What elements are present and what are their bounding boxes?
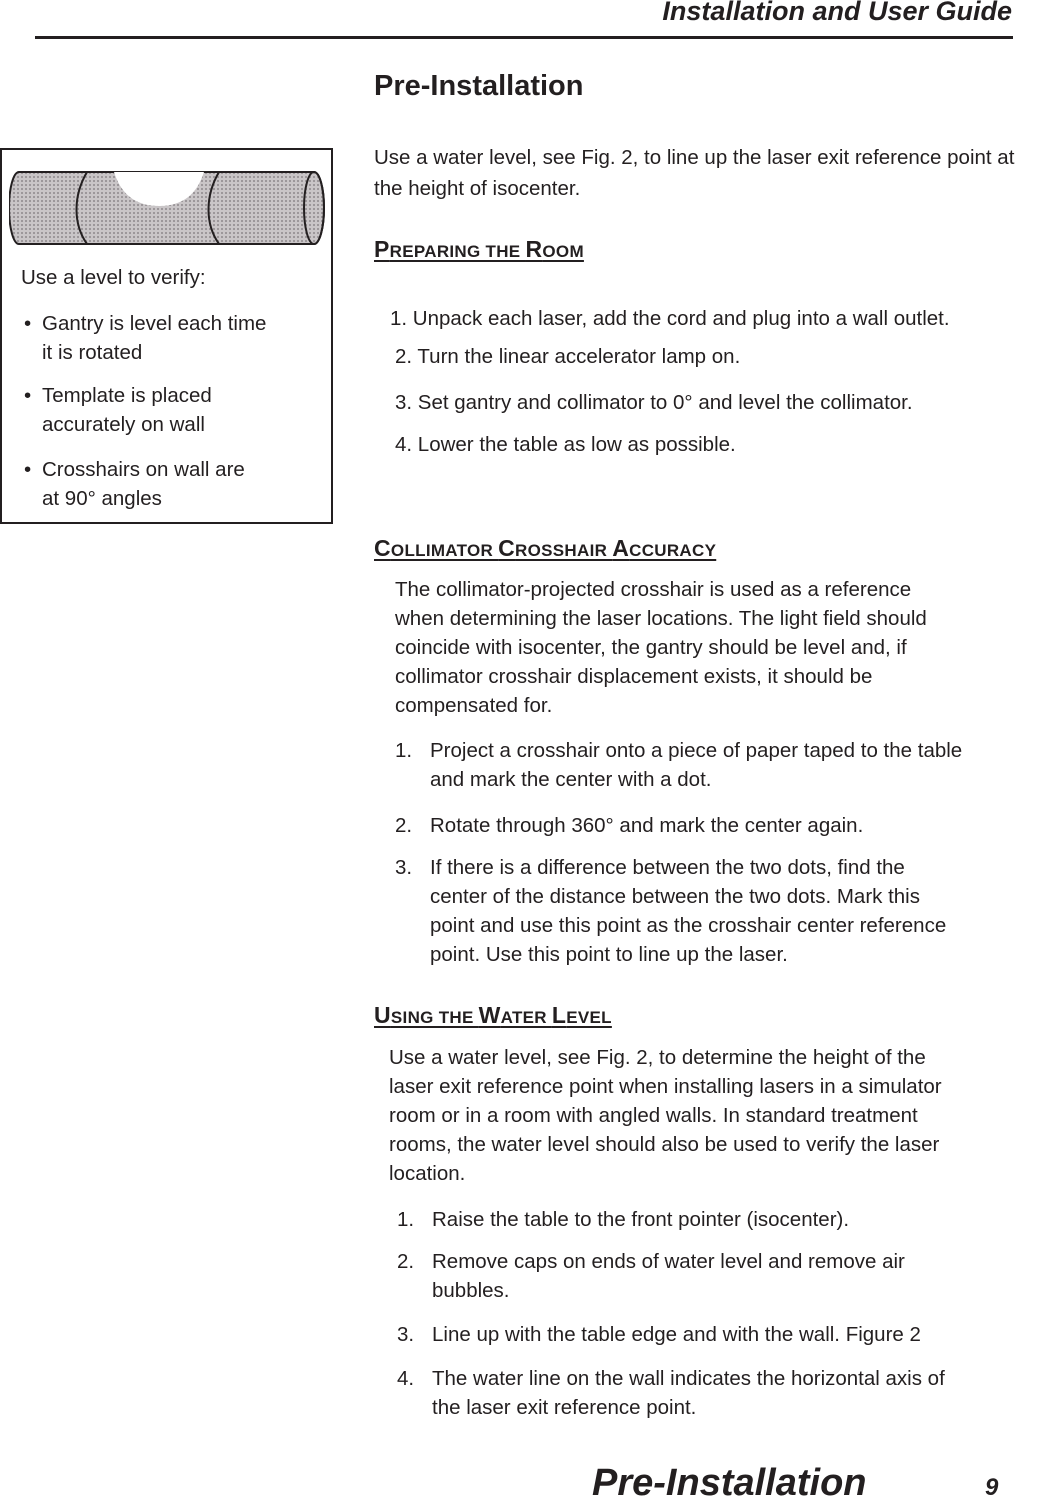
bullet-icon: •	[24, 312, 32, 335]
water-level-paragraph	[389, 1043, 942, 1188]
sidebar-item-line: accurately on wall	[42, 413, 205, 436]
collimator-paragraph	[395, 575, 927, 720]
step-3: 3. Set gantry and collimator to 0° and level the collimator.	[395, 391, 913, 414]
intro-paragraph: Use a water level, see Fig. 2, to line up the laser exit reference point at the height of isocenter.	[374, 146, 1015, 200]
step-1: 1. Unpack each laser, add the cord and plug into a wall outlet.	[390, 307, 950, 330]
list-text: Project a crosshair onto a piece of paper taped to the table	[430, 739, 963, 762]
list-number: 2.	[397, 1250, 415, 1273]
paragraph-line: collimator crosshair displacement exists, it should be	[395, 665, 873, 688]
sidebar-item	[42, 381, 212, 439]
paragraph-line: room or in a room with angled walls. In standard treatment	[389, 1104, 918, 1127]
paragraph-line: location.	[389, 1162, 466, 1185]
list-item	[397, 1320, 1047, 1349]
sidebar-item	[42, 309, 266, 367]
list-text: and mark the center with a dot.	[430, 768, 712, 791]
paragraph-line: rooms, the water level should also be used to verify the laser	[389, 1133, 940, 1156]
list-text: bubbles.	[432, 1279, 510, 1302]
spirit-level-icon	[9, 168, 327, 248]
sidebar-heading: Use a level to verify:	[21, 266, 206, 289]
list-text: center of the distance between the two dots. Mark this	[430, 885, 920, 908]
list-number: 1.	[397, 1208, 415, 1231]
sidebar-item-line: Template is placed	[42, 384, 212, 407]
paragraph-line: when determining the laser locations. The light field should	[395, 607, 927, 630]
list-text: Rotate through 360° and mark the center again.	[430, 814, 864, 837]
bullet-icon: •	[24, 458, 32, 481]
sidebar-box	[0, 148, 333, 524]
paragraph-line: Use a water level, see Fig. 2, to determine the height of the	[389, 1046, 926, 1069]
section-heading-water-level: USING THE WATER LEVEL	[374, 1002, 612, 1028]
paragraph-line: laser exit reference point when installing lasers in a simulator	[389, 1075, 942, 1098]
step-4: 4. Lower the table as low as possible.	[395, 433, 736, 456]
list-text: If there is a difference between the two dots, find the	[430, 856, 905, 879]
header-title: Installation and User Guide	[662, 0, 1012, 26]
section-heading-preparing: PREPARING THE ROOM	[374, 236, 584, 262]
sidebar-item	[42, 455, 245, 513]
step-2: 2. Turn the linear accelerator lamp on.	[395, 345, 741, 368]
list-text: the laser exit reference point.	[432, 1396, 697, 1419]
list-text: The water line on the wall indicates the horizontal axis of	[432, 1367, 945, 1390]
page-title: Pre-Installation	[374, 70, 584, 102]
paragraph-line: coincide with isocenter, the gantry should be level and, if	[395, 636, 907, 659]
list-text: Raise the table to the front pointer (isocenter).	[432, 1208, 850, 1231]
list-item	[395, 736, 1054, 794]
bullet-icon: •	[24, 384, 32, 407]
sidebar-item-line: Crosshairs on wall are	[42, 458, 245, 481]
list-number: 3.	[395, 856, 413, 879]
sidebar-item-line: Gantry is level each time	[42, 312, 267, 335]
paragraph-line: compensated for.	[395, 694, 553, 717]
list-item	[397, 1364, 1047, 1422]
list-text: point and use this point as the crosshair center reference	[430, 914, 947, 937]
list-item	[397, 1247, 1047, 1305]
list-item	[395, 811, 1054, 840]
header-rule	[35, 36, 1013, 39]
list-number: 3.	[397, 1323, 415, 1346]
list-number: 2.	[395, 814, 413, 837]
page-number: 9	[985, 1474, 999, 1501]
list-number: 1.	[395, 739, 413, 762]
list-text: Line up with the table edge and with the wall. Figure 2	[432, 1323, 921, 1346]
paragraph-line: The collimator-projected crosshair is used as a reference	[395, 578, 912, 601]
list-text: point. Use this point to line up the laser.	[430, 943, 788, 966]
section-heading-collimator: COLLIMATOR CROSSHAIR ACCURACY	[374, 535, 717, 561]
list-text: Remove caps on ends of water level and remove air	[432, 1250, 905, 1273]
list-number: 4.	[397, 1367, 415, 1390]
list-item	[395, 853, 1054, 969]
sidebar-item-line: at 90° angles	[42, 487, 162, 510]
footer-title: Pre-Installation	[592, 1462, 867, 1504]
list-item	[397, 1205, 1047, 1234]
sidebar-item-line: it is rotated	[42, 341, 143, 364]
